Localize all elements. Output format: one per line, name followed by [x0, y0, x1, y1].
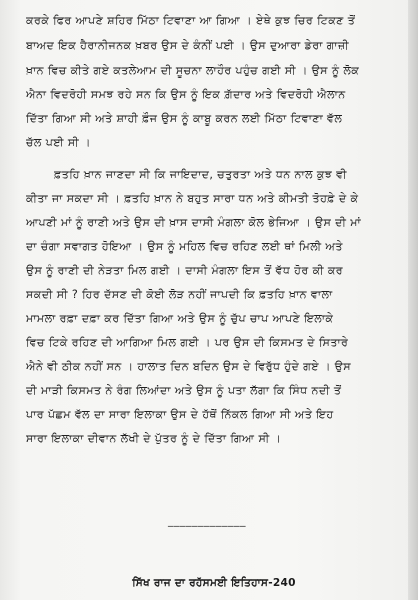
text-line: ਕਰਕੇ ਫਿਰ ਆਪਣੇ ਸ਼ਹਿਰ ਮਿੱਠਾ ਟਿਵਾਣਾ ਆ ਗਿਆ । ਏਥੇ ਕੁਝ ਚਿਰ ਟਿਕਣ ਤੋਂ	[26, 14, 356, 27]
text-line: ਖ਼ਾਨ ਵਿਚ ਕੀਤੇ ਗਏ ਕਤਲੇਆਮ ਦੀ ਸੂਚਨਾ ਲਾਹੌਰ ਪਹੁੰਚ ਗਈ ਸੀ । ਉਸ ਨੂੰ ਲੋਕ	[26, 64, 360, 77]
text-line: ਚੱਲ ਪਈ ਸੀ ।	[26, 136, 91, 149]
page-footer: ਸਿੱਖ ਰਾਜ ਦਾ ਰਹੱਸਮਈ ਇਤਿਹਾਸ-240	[132, 577, 296, 589]
text-line: ਮਾਮਲਾ ਰਫ਼ਾ ਦਫ਼ਾ ਕਰ ਦਿੱਤਾ ਗਿਆ ਅਤੇ ਉਸ ਨੂੰ ਚੁੱਪ ਚਾਪ ਆਪਣੇ ਇਲਾਕੇ	[26, 312, 334, 325]
text-line: ਪਾਰ ਪੱਛਮ ਵੱਲ ਦਾ ਸਾਰਾ ਇਲਾਕਾ ਉਸ ਦੇ ਹੱਥੋਂ ਨਿੱਕਲ ਗਿਆ ਸੀ ਅਤੇ ਇਹ	[26, 408, 334, 421]
document-page	[26, 8, 400, 588]
text-line: ਵਿਚ ਟਿਕੇ ਰਹਿਣ ਦੀ ਆਗਿਆ ਮਿਲ ਗਈ । ਪਰ ਉਸ ਦੀ ਕਿਸਮਤ ਦੇ ਸਿਤਾਰੇ	[26, 336, 349, 349]
text-line: ਕੀਤਾ ਜਾ ਸਕਦਾ ਸੀ । ਫ਼ਤਹਿ ਖ਼ਾਨ ਨੇ ਬਹੁਤ ਸਾਰਾ ਧਨ ਅਤੇ ਕੀਮਤੀ ਤੋਹਫ਼ੇ ਦੇ ਕੇ	[26, 192, 359, 205]
text-line: ਦਿੱਤਾ ਗਿਆ ਸੀ ਅਤੇ ਸ਼ਾਹੀ ਫ਼ੌਜ ਉਸ ਨੂੰ ਕਾਬੂ ਕਰਨ ਲਈ ਮਿੱਠਾ ਟਿਵਾਣਾ ਵੱਲ	[26, 112, 343, 125]
text-line: ਐਨੇ ਵੀ ਠੀਕ ਨਹੀਂ ਸਨ । ਹਾਲਾਤ ਦਿਨ ਬਦਿਨ ਉਸ ਦੇ ਵਿਰੁੱਧ ਹੁੰਦੇ ਗਏ । ਉਸ	[26, 360, 352, 373]
text-line: ਬਾਅਦ ਇਕ ਹੈਰਾਨੀਜਨਕ ਖ਼ਬਰ ਉਸ ਦੇ ਕੰਨੀਂ ਪਈ । ਉਸ ਦੁਆਰਾ ਡੇਰਾ ਗਾਜ਼ੀ	[26, 39, 349, 52]
book-spine-edge	[408, 0, 418, 600]
text-line: ਸਕਦੀ ਸੀ ? ਹਿਰ ਦੱਸਣ ਦੀ ਕੋਈ ਲੋੜ ਨਹੀਂ ਜਾਪਦੀ ਕਿ ਫ਼ਤਹਿ ਖ਼ਾਨ ਵਾਲਾ	[26, 288, 333, 301]
text-line: ਉਸ ਨੂੰ ਰਾਣੀ ਦੀ ਨੇੜਤਾ ਮਿਲ ਗਈ । ਦਾਸੀ ਮੰਗਲਾ ਇਸ ਤੋਂ ਵੱਧ ਹੋਰ ਕੀ ਕਰ	[26, 264, 344, 277]
text-line: ਆਪਣੀ ਮਾਂ ਨੂੰ ਰਾਣੀ ਅਤੇ ਉਸ ਦੀ ਖ਼ਾਸ ਦਾਸੀ ਮੰਗਲਾ ਕੋਲ ਭੇਜਿਆ । ਉਸ ਦੀ ਮਾਂ	[26, 216, 362, 229]
section-divider: _____________	[168, 514, 246, 527]
paragraph-first-line: ਫ਼ਤਹਿ ਖ਼ਾਨ ਜਾਣਦਾ ਸੀ ਕਿ ਜਾਇਦਾਦ, ਚਤੁਰਤਾ ਅਤੇ ਧਨ ਨਾਲ ਕੁਝ ਵੀ	[54, 168, 347, 181]
text-line: ਸਾਰਾ ਇਲਾਕਾ ਦੀਵਾਨ ਲੱਖੀ ਦੇ ਪੁੱਤਰ ਨੂੰ ਦੇ ਦਿੱਤਾ ਗਿਆ ਸੀ ।	[26, 432, 282, 445]
text-line: ਐਨਾ ਵਿਦਰੋਹੀ ਸਮਝ ਰਹੇ ਸਨ ਕਿ ਉਸ ਨੂੰ ਇਕ ਗ਼ੱਦਾਰ ਅਤੇ ਵਿਦਰੋਹੀ ਐਲਾਨ	[26, 88, 346, 101]
text-line: ਦਾ ਚੰਗਾ ਸਵਾਗਤ ਹੋਇਆ । ਉਸ ਨੂੰ ਮਹਿਲ ਵਿਚ ਰਹਿਣ ਲਈ ਥਾਂ ਮਿਲੀ ਅਤੇ	[26, 240, 343, 253]
text-line: ਦੀ ਮਾੜੀ ਕਿਸਮਤ ਨੇ ਰੰਗ ਲਿਆਂਦਾ ਅਤੇ ਉਸ ਨੂੰ ਪਤਾ ਲੱਗਾ ਕਿ ਸਿੰਧ ਨਦੀ ਤੋਂ	[26, 384, 342, 397]
